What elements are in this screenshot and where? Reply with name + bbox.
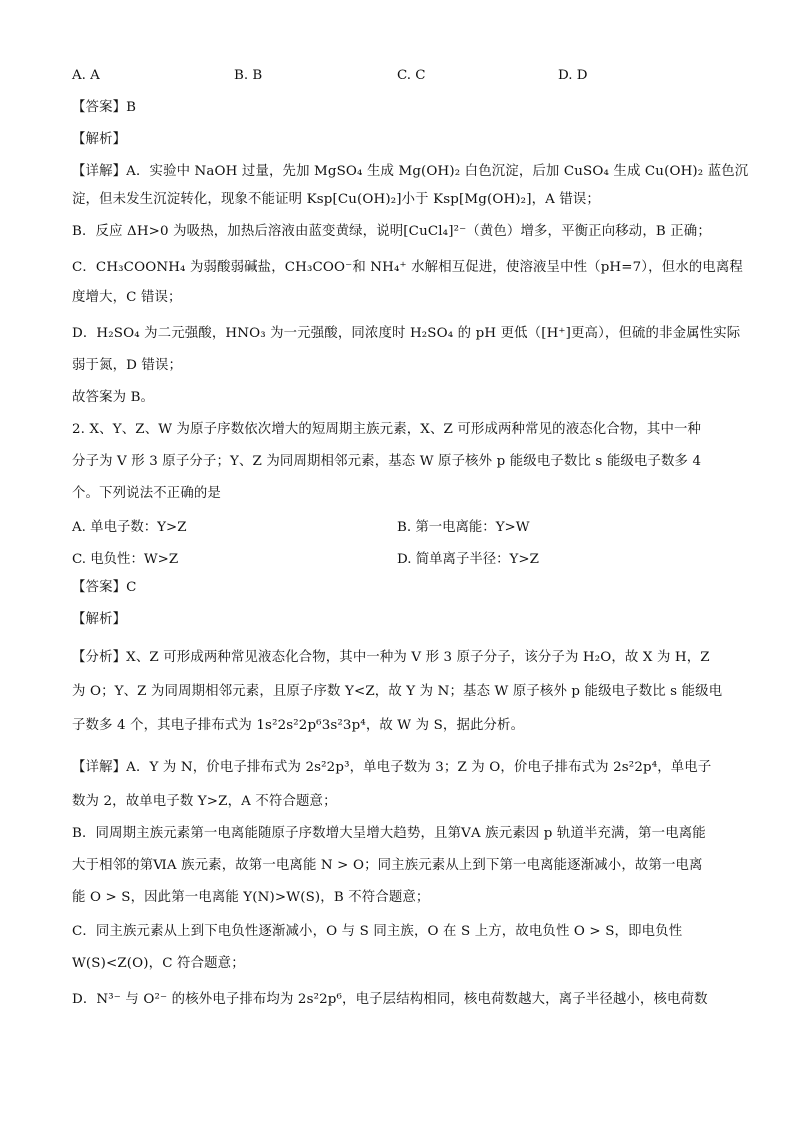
q1-option-b: B. B [234, 68, 263, 83]
q1-detail-line: 故答案为 B。 [72, 390, 155, 405]
q2-detail-line: 【详解】A．Y 为 N，价电子排布式为 2s²2p³，单电子数为 3；Z 为 O，价电子排布式为 2s²2p⁴，单电子 [72, 760, 712, 775]
q2-detail-line: D．N³⁻ 与 O²⁻ 的核外电子排布均为 2s²2p⁶，电子层结构相同，核电荷数越大，离子半径越小，核电荷数 [72, 992, 708, 1007]
q1-option-c: C. C [397, 68, 426, 83]
q1-option-a: A. A [72, 68, 100, 83]
q1-answer: 【答案】B [72, 100, 137, 115]
q1-detail-line: D．H₂SO₄ 为二元强酸，HNO₃ 为一元强酸，同浓度时 H₂SO₄ 的 pH 更低（[H⁺]更高），但硫的非金属性实际 [72, 326, 741, 341]
q2-detail-line: 数为 2，故单电子数 Y>Z，A 不符合题意； [72, 794, 337, 809]
q2-stem-line: 个。下列说法不正确的是 [72, 486, 221, 501]
q2-analysis-line: 【分析】X、Z 可形成两种常见液态化合物，其中一种为 V 形 3 原子分子，该分子为 H₂O，故 X 为 H，Z [72, 650, 710, 665]
q1-detail-line: 弱于氮，D 错误； [72, 358, 183, 373]
q1-detail-line: C．CH₃COONH₄ 为弱酸弱碱盐，CH₃COO⁻和 NH₄⁺ 水解相互促进，使溶液呈中性（pH=7），但水的电离程 [72, 260, 743, 275]
q2-option-c: C. 电负性：W>Z [72, 552, 179, 567]
q2-stem-line: 2. X、Y、Z、W 为原子序数依次增大的短周期主族元素，X、Z 可形成两种常见的液态化合物，其中一种 [72, 422, 702, 437]
q2-detail-line: 大于相邻的第ⅥA 族元素，故第一电离能 N > O；同主族元素从上到下第一电离能逐渐减小，故第一电离 [72, 858, 703, 873]
q2-analysis-line: 为 O；Y、Z 为同周期相邻元素，且原子序数 Y<Z，故 Y 为 N；基态 W 原子核外 p 能级电子数比 s 能级电 [72, 684, 723, 699]
q1-option-d: D. D [558, 68, 588, 83]
q2-analysis-line: 子数多 4 个，其电子排布式为 1s²2s²2p⁶3s²3p⁴，故 W 为 S，据此分析。 [72, 718, 525, 733]
q2-option-d: D. 简单离子半径：Y>Z [397, 552, 539, 567]
q2-detail-line: 能 O > S，因此第一电离能 Y(N)>W(S)，B 不符合题意； [72, 890, 430, 905]
q2-detail-line: C．同主族元素从上到下电负性逐渐减小，O 与 S 同主族，O 在 S 上方，故电负性 O > S，即电负性 [72, 924, 683, 939]
q1-detail-line: 度增大，C 错误； [72, 290, 182, 305]
q2-option-b: B. 第一电离能：Y>W [397, 520, 530, 535]
q1-detail-line: 【详解】A．实验中 NaOH 过量，先加 MgSO₄ 生成 Mg(OH)₂ 白色沉淀，后加 CuSO₄ 生成 Cu(OH)₂ 蓝色沉 [72, 164, 749, 179]
q1-analysis-tag: 【解析】 [72, 132, 127, 147]
q2-answer: 【答案】C [72, 580, 137, 595]
q1-detail-line: 淀，但未发生沉淀转化，现象不能证明 Ksp[Cu(OH)₂]小于 Ksp[Mg(OH)₂]，A 错误； [72, 192, 600, 207]
q1-detail-line: B．反应 ΔH>0 为吸热，加热后溶液由蓝变黄绿，说明[CuCl₄]²⁻（黄色）增多，平衡正向移动，B 正确； [72, 224, 711, 239]
q2-detail-line: B．同周期主族元素第一电离能随原子序数增大呈增大趋势，且第ⅤA 族元素因 p 轨道半充满，第一电离能 [72, 826, 706, 841]
q2-analysis-tag: 【解析】 [72, 612, 127, 627]
q2-option-a: A. 单电子数：Y>Z [72, 520, 187, 535]
q2-stem-line: 分子为 V 形 3 原子分子；Y、Z 为同周期相邻元素，基态 W 原子核外 p 能级电子数比 s 能级电子数多 4 [72, 454, 702, 469]
q2-detail-line: W(S)<Z(O)，C 符合题意； [72, 956, 245, 971]
